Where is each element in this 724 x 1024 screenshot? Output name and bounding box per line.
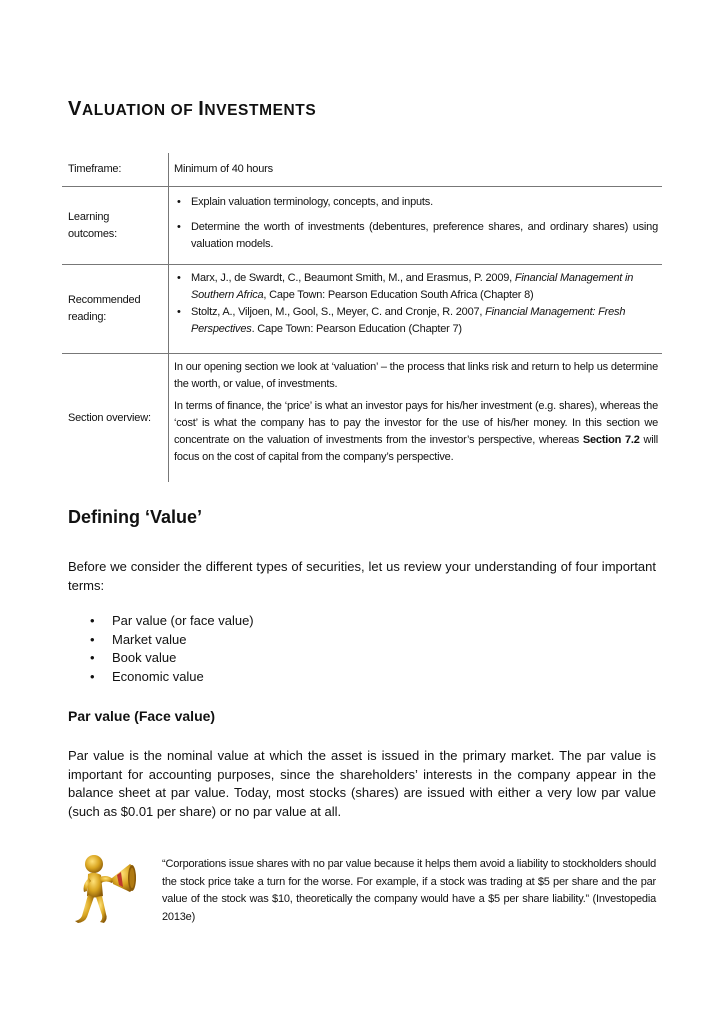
learning-outcomes-label: Learning outcomes: [62, 187, 169, 264]
section-overview-label: Section overview: [62, 354, 169, 482]
par-value-paragraph: Par value is the nominal value at which the asset is issued in the primary market. The par value is important for accounting purposes, since the shareholders’ interests in the company appear in the balance sheet at par value. Today, most stocks (shares) are issued with either a very low par value (such as $0.01 per share) or no par value at all. [68, 748, 656, 819]
megaphone-figure-icon [70, 852, 140, 924]
timeframe-label: Timeframe: [62, 153, 169, 186]
value-terms-list [90, 612, 254, 686]
par-value-heading: Par value (Face value) [68, 708, 216, 724]
overview-paragraph: In terms of finance, the ‘price’ is what an investor pays for his/her investment (e.g. shares), whereas the ‘cost’ is what the company has to pay the investor for the use of his/her money. In this section we concentrate on the valuation of investments from the investor’s perspective, whereas Section 7.2 will focus on the cost of capital from the company’s perspective. [174, 400, 658, 463]
learning-outcomes-list [174, 187, 658, 253]
learning-outcomes-row [62, 187, 662, 265]
page-title: VALUATION OF INVESTMENTS [68, 98, 317, 120]
list-item: • Stoltz, A., Viljoen, M., Gool, S., Meyer, C. and Cronje, R. 2007, Financial Management: Fresh Perspectives. Cape Town: Pearson Education (Chapter 7) [174, 304, 658, 338]
list-item: • Explain valuation terminology, concepts, and inputs. [174, 194, 658, 211]
list-item: • Determine the worth of investments (debentures, preference shares, and ordinary shares) using valuation models. [174, 219, 658, 253]
intro-paragraph: Before we consider the different types of securities, let us review your understanding of four important terms: [68, 559, 656, 593]
module-info-table [62, 153, 662, 482]
defining-value-heading: Defining ‘Value’ [68, 507, 203, 527]
list-item: • Par value (or face value) [90, 612, 254, 631]
list-item: • Book value [90, 649, 254, 668]
list-item: • Market value [90, 631, 254, 650]
reading-list [174, 265, 658, 338]
list-item: • Marx, J., de Swardt, C., Beaumont Smith, M., and Erasmus, P. 2009, Financial Management in Southern Africa, Cape Town: Pearson Education South Africa (Chapter 8) [174, 270, 658, 304]
list-item: • Economic value [90, 668, 254, 687]
recommended-reading-label: Recommended reading: [62, 265, 169, 353]
investopedia-quote: “Corporations issue shares with no par value because it helps them avoid a liability to stockholders should the stock price take a turn for the worse. For example, if a stock was trading at $5 per share and the par value of the stock was $10, theoretically the company would have a $5 per share liability.” (Investopedia 2013e) [162, 858, 656, 923]
timeframe-row [62, 153, 662, 187]
overview-paragraph: In our opening section we look at ‘valuation’ – the process that links risk and return to help us determine the worth, or value, of investments. [174, 361, 658, 390]
section-overview-row [62, 354, 662, 482]
timeframe-value: Minimum of 40 hours [174, 163, 273, 175]
recommended-reading-row [62, 265, 662, 354]
